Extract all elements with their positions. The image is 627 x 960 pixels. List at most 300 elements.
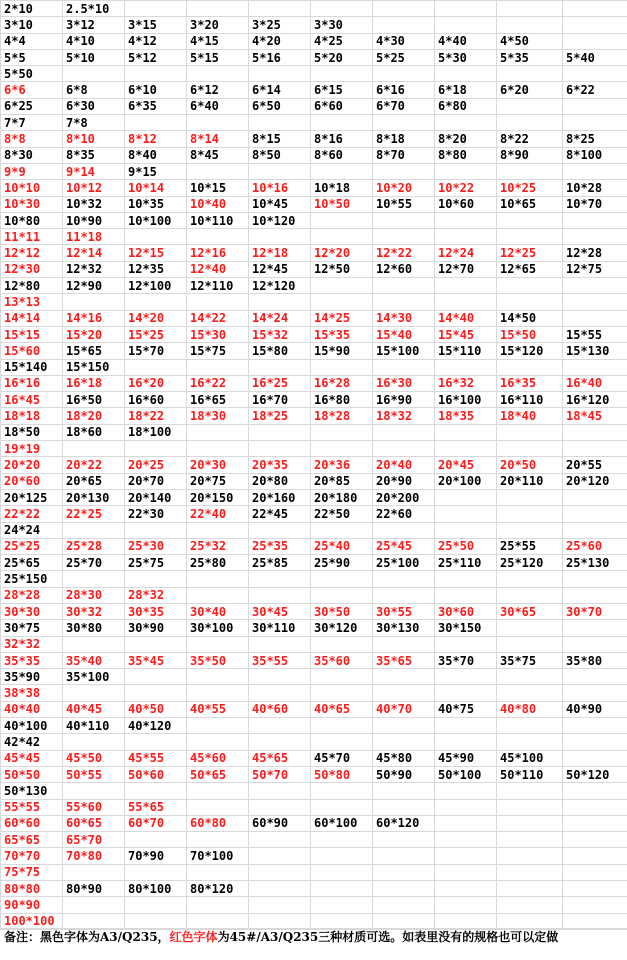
table-cell[interactable]: [125, 359, 187, 375]
table-cell[interactable]: 22*50: [311, 506, 373, 522]
table-cell[interactable]: [187, 163, 249, 179]
table-cell[interactable]: [187, 571, 249, 587]
table-cell[interactable]: 8*40: [125, 147, 187, 163]
table-cell[interactable]: [373, 278, 435, 294]
table-cell[interactable]: 12*16: [187, 245, 249, 261]
table-cell[interactable]: [563, 897, 627, 913]
table-cell[interactable]: 60*100: [311, 815, 373, 831]
table-cell[interactable]: 10*110: [187, 212, 249, 228]
table-cell[interactable]: [563, 913, 627, 929]
table-cell[interactable]: [563, 424, 627, 440]
table-cell[interactable]: [435, 832, 497, 848]
table-cell[interactable]: 20*80: [249, 473, 311, 489]
table-cell[interactable]: 30*55: [373, 603, 435, 619]
table-cell[interactable]: 12*25: [497, 245, 563, 261]
table-cell[interactable]: [249, 734, 311, 750]
table-cell[interactable]: 20*40: [373, 457, 435, 473]
table-cell[interactable]: 5*12: [125, 49, 187, 65]
table-cell[interactable]: [563, 571, 627, 587]
table-cell[interactable]: 35*65: [373, 652, 435, 668]
table-cell[interactable]: 22*60: [373, 506, 435, 522]
table-cell[interactable]: 4*15: [187, 33, 249, 49]
table-cell[interactable]: [249, 587, 311, 603]
table-cell[interactable]: 40*50: [125, 701, 187, 717]
table-cell[interactable]: 30*120: [311, 620, 373, 636]
table-cell[interactable]: 14*16: [63, 310, 125, 326]
table-cell[interactable]: 12*65: [497, 261, 563, 277]
table-cell[interactable]: 40*110: [63, 718, 125, 734]
table-cell[interactable]: 16*18: [63, 375, 125, 391]
table-cell[interactable]: [497, 489, 563, 505]
table-cell[interactable]: 12*30: [1, 261, 63, 277]
table-cell[interactable]: [435, 66, 497, 82]
table-cell[interactable]: 50*70: [249, 766, 311, 782]
table-cell[interactable]: 16*30: [373, 375, 435, 391]
table-cell[interactable]: 18*20: [63, 408, 125, 424]
table-cell[interactable]: [311, 163, 373, 179]
table-cell[interactable]: 18*50: [1, 424, 63, 440]
table-cell[interactable]: 10*55: [373, 196, 435, 212]
table-cell[interactable]: 25*65: [1, 555, 63, 571]
table-cell[interactable]: [497, 636, 563, 652]
table-cell[interactable]: 35*35: [1, 652, 63, 668]
table-cell[interactable]: 5*50: [1, 66, 63, 82]
table-cell[interactable]: 8*90: [497, 147, 563, 163]
table-cell[interactable]: 12*28: [563, 245, 627, 261]
table-cell[interactable]: [435, 587, 497, 603]
table-cell[interactable]: 70*70: [1, 848, 63, 864]
table-cell[interactable]: 22*22: [1, 506, 63, 522]
table-cell[interactable]: [497, 832, 563, 848]
table-cell[interactable]: 35*50: [187, 652, 249, 668]
table-cell[interactable]: 6*40: [187, 98, 249, 114]
table-cell[interactable]: 6*15: [311, 82, 373, 98]
table-cell[interactable]: [187, 636, 249, 652]
table-cell[interactable]: [187, 799, 249, 815]
table-cell[interactable]: 16*65: [187, 392, 249, 408]
table-cell[interactable]: [497, 864, 563, 880]
table-cell[interactable]: [563, 98, 627, 114]
table-cell[interactable]: 38*38: [1, 685, 63, 701]
table-cell[interactable]: 6*35: [125, 98, 187, 114]
table-cell[interactable]: 3*12: [63, 17, 125, 33]
table-cell[interactable]: 18*22: [125, 408, 187, 424]
table-cell[interactable]: 45*70: [311, 750, 373, 766]
table-cell[interactable]: 25*90: [311, 555, 373, 571]
table-cell[interactable]: [311, 571, 373, 587]
table-cell[interactable]: [373, 441, 435, 457]
table-cell[interactable]: [497, 163, 563, 179]
table-cell[interactable]: 8*100: [563, 147, 627, 163]
table-cell[interactable]: [373, 1, 435, 17]
table-cell[interactable]: 8*45: [187, 147, 249, 163]
table-cell[interactable]: 16*70: [249, 392, 311, 408]
table-cell[interactable]: 45*100: [497, 750, 563, 766]
table-cell[interactable]: 20*85: [311, 473, 373, 489]
table-cell[interactable]: [497, 359, 563, 375]
table-cell[interactable]: 50*65: [187, 766, 249, 782]
table-cell[interactable]: 50*50: [1, 766, 63, 782]
table-cell[interactable]: 60*70: [125, 815, 187, 831]
table-cell[interactable]: 30*60: [435, 603, 497, 619]
table-cell[interactable]: [125, 1, 187, 17]
table-cell[interactable]: 10*25: [497, 180, 563, 196]
table-cell[interactable]: 8*35: [63, 147, 125, 163]
table-cell[interactable]: 6*50: [249, 98, 311, 114]
table-cell[interactable]: 30*100: [187, 620, 249, 636]
table-cell[interactable]: [311, 864, 373, 880]
table-cell[interactable]: 8*50: [249, 147, 311, 163]
table-cell[interactable]: 18*35: [435, 408, 497, 424]
table-cell[interactable]: 25*55: [497, 538, 563, 554]
table-cell[interactable]: 20*120: [563, 473, 627, 489]
table-cell[interactable]: 12*80: [1, 278, 63, 294]
table-cell[interactable]: 10*18: [311, 180, 373, 196]
table-cell[interactable]: 6*25: [1, 98, 63, 114]
table-cell[interactable]: 6*70: [373, 98, 435, 114]
table-cell[interactable]: 15*130: [563, 343, 627, 359]
table-cell[interactable]: 20*65: [63, 473, 125, 489]
table-cell[interactable]: [249, 163, 311, 179]
table-cell[interactable]: 12*12: [1, 245, 63, 261]
table-cell[interactable]: 6*8: [63, 82, 125, 98]
table-cell[interactable]: 25*45: [373, 538, 435, 554]
table-cell[interactable]: 45*45: [1, 750, 63, 766]
table-cell[interactable]: 12*70: [435, 261, 497, 277]
table-cell[interactable]: 15*100: [373, 343, 435, 359]
table-cell[interactable]: [373, 669, 435, 685]
table-cell[interactable]: 14*40: [435, 310, 497, 326]
table-cell[interactable]: [249, 881, 311, 897]
table-cell[interactable]: [125, 864, 187, 880]
table-cell[interactable]: [563, 522, 627, 538]
table-cell[interactable]: [563, 750, 627, 766]
table-cell[interactable]: 40*60: [249, 701, 311, 717]
table-cell[interactable]: 25*150: [1, 571, 63, 587]
table-cell[interactable]: 35*90: [1, 669, 63, 685]
table-cell[interactable]: [435, 571, 497, 587]
table-cell[interactable]: 20*125: [1, 489, 63, 505]
table-cell[interactable]: 25*40: [311, 538, 373, 554]
table-cell[interactable]: 10*65: [497, 196, 563, 212]
table-cell[interactable]: 20*150: [187, 489, 249, 505]
table-cell[interactable]: 15*60: [1, 343, 63, 359]
table-cell[interactable]: 40*75: [435, 701, 497, 717]
table-cell[interactable]: [249, 1, 311, 17]
table-cell[interactable]: [125, 441, 187, 457]
table-cell[interactable]: 15*32: [249, 326, 311, 342]
table-cell[interactable]: 80*90: [63, 881, 125, 897]
table-cell[interactable]: 35*45: [125, 652, 187, 668]
table-cell[interactable]: 45*65: [249, 750, 311, 766]
table-cell[interactable]: [497, 522, 563, 538]
table-cell[interactable]: 15*40: [373, 326, 435, 342]
table-cell[interactable]: 15*150: [63, 359, 125, 375]
table-cell[interactable]: 12*50: [311, 261, 373, 277]
table-cell[interactable]: 60*80: [187, 815, 249, 831]
table-cell[interactable]: [63, 864, 125, 880]
table-cell[interactable]: [63, 571, 125, 587]
table-cell[interactable]: [373, 636, 435, 652]
table-cell[interactable]: 40*45: [63, 701, 125, 717]
table-cell[interactable]: 32*32: [1, 636, 63, 652]
table-cell[interactable]: [249, 897, 311, 913]
table-cell[interactable]: 30*110: [249, 620, 311, 636]
table-cell[interactable]: 60*90: [249, 815, 311, 831]
table-cell[interactable]: [435, 881, 497, 897]
table-cell[interactable]: 40*70: [373, 701, 435, 717]
table-cell[interactable]: 40*65: [311, 701, 373, 717]
table-cell[interactable]: 20*25: [125, 457, 187, 473]
table-cell[interactable]: 20*36: [311, 457, 373, 473]
table-cell[interactable]: 16*110: [497, 392, 563, 408]
table-cell[interactable]: 6*12: [187, 82, 249, 98]
table-cell[interactable]: 14*30: [373, 310, 435, 326]
table-cell[interactable]: 25*130: [563, 555, 627, 571]
table-cell[interactable]: 3*15: [125, 17, 187, 33]
table-cell[interactable]: 60*120: [373, 815, 435, 831]
table-cell[interactable]: [563, 718, 627, 734]
table-cell[interactable]: 12*32: [63, 261, 125, 277]
table-cell[interactable]: 25*120: [497, 555, 563, 571]
table-cell[interactable]: [563, 799, 627, 815]
table-cell[interactable]: 16*25: [249, 375, 311, 391]
table-cell[interactable]: [563, 832, 627, 848]
table-cell[interactable]: 16*16: [1, 375, 63, 391]
table-cell[interactable]: [435, 115, 497, 131]
table-cell[interactable]: 30*30: [1, 603, 63, 619]
table-cell[interactable]: [563, 620, 627, 636]
table-cell[interactable]: [249, 636, 311, 652]
table-cell[interactable]: [187, 522, 249, 538]
table-cell[interactable]: 30*130: [373, 620, 435, 636]
table-cell[interactable]: 3*25: [249, 17, 311, 33]
table-cell[interactable]: [63, 897, 125, 913]
table-cell[interactable]: [249, 424, 311, 440]
table-cell[interactable]: 20*50: [497, 457, 563, 473]
table-cell[interactable]: [435, 163, 497, 179]
table-cell[interactable]: 15*80: [249, 343, 311, 359]
table-cell[interactable]: 16*32: [435, 375, 497, 391]
table-cell[interactable]: [497, 815, 563, 831]
table-cell[interactable]: [563, 685, 627, 701]
table-cell[interactable]: 12*18: [249, 245, 311, 261]
table-cell[interactable]: [311, 734, 373, 750]
table-cell[interactable]: 10*22: [435, 180, 497, 196]
table-cell[interactable]: [249, 864, 311, 880]
table-cell[interactable]: [249, 229, 311, 245]
table-cell[interactable]: [187, 441, 249, 457]
table-cell[interactable]: [311, 783, 373, 799]
table-cell[interactable]: 12*20: [311, 245, 373, 261]
table-cell[interactable]: 8*22: [497, 131, 563, 147]
table-cell[interactable]: 5*20: [311, 49, 373, 65]
table-cell[interactable]: 10*80: [1, 212, 63, 228]
table-cell[interactable]: [497, 685, 563, 701]
table-cell[interactable]: [125, 685, 187, 701]
table-cell[interactable]: 45*80: [373, 750, 435, 766]
table-cell[interactable]: 12*110: [187, 278, 249, 294]
table-cell[interactable]: [63, 783, 125, 799]
table-cell[interactable]: 18*25: [249, 408, 311, 424]
table-cell[interactable]: 18*100: [125, 424, 187, 440]
table-cell[interactable]: 18*45: [563, 408, 627, 424]
table-cell[interactable]: 55*65: [125, 799, 187, 815]
table-cell[interactable]: [563, 163, 627, 179]
table-cell[interactable]: 6*14: [249, 82, 311, 98]
table-cell[interactable]: 55*60: [63, 799, 125, 815]
table-cell[interactable]: [125, 913, 187, 929]
table-cell[interactable]: 28*28: [1, 587, 63, 603]
table-cell[interactable]: [497, 587, 563, 603]
table-cell[interactable]: [63, 66, 125, 82]
table-cell[interactable]: 40*90: [563, 701, 627, 717]
table-cell[interactable]: [435, 783, 497, 799]
table-cell[interactable]: [563, 359, 627, 375]
table-cell[interactable]: 50*60: [125, 766, 187, 782]
table-cell[interactable]: 5*16: [249, 49, 311, 65]
table-cell[interactable]: [563, 278, 627, 294]
table-cell[interactable]: 10*20: [373, 180, 435, 196]
table-cell[interactable]: 4*4: [1, 33, 63, 49]
table-cell[interactable]: [497, 66, 563, 82]
table-cell[interactable]: 6*60: [311, 98, 373, 114]
table-cell[interactable]: [311, 278, 373, 294]
table-cell[interactable]: 16*28: [311, 375, 373, 391]
table-cell[interactable]: 30*32: [63, 603, 125, 619]
table-cell[interactable]: [373, 913, 435, 929]
table-cell[interactable]: 18*28: [311, 408, 373, 424]
table-cell[interactable]: [563, 212, 627, 228]
table-cell[interactable]: [125, 897, 187, 913]
table-cell[interactable]: [497, 881, 563, 897]
table-cell[interactable]: 25*28: [63, 538, 125, 554]
table-cell[interactable]: [249, 783, 311, 799]
table-cell[interactable]: 30*90: [125, 620, 187, 636]
table-cell[interactable]: [311, 669, 373, 685]
table-cell[interactable]: 25*70: [63, 555, 125, 571]
table-cell[interactable]: [249, 848, 311, 864]
table-cell[interactable]: 25*100: [373, 555, 435, 571]
table-cell[interactable]: [435, 897, 497, 913]
table-cell[interactable]: 90*90: [1, 897, 63, 913]
table-cell[interactable]: [373, 848, 435, 864]
table-cell[interactable]: [563, 66, 627, 82]
table-cell[interactable]: [125, 229, 187, 245]
table-cell[interactable]: [497, 17, 563, 33]
table-cell[interactable]: [249, 66, 311, 82]
table-cell[interactable]: [563, 229, 627, 245]
table-cell[interactable]: 8*10: [63, 131, 125, 147]
table-cell[interactable]: 50*110: [497, 766, 563, 782]
table-cell[interactable]: 4*40: [435, 33, 497, 49]
table-cell[interactable]: [563, 881, 627, 897]
table-cell[interactable]: 19*19: [1, 441, 63, 457]
table-cell[interactable]: 50*100: [435, 766, 497, 782]
table-cell[interactable]: 10*10: [1, 180, 63, 196]
table-cell[interactable]: 5*25: [373, 49, 435, 65]
table-cell[interactable]: 100*100: [1, 913, 63, 929]
table-cell[interactable]: 5*40: [563, 49, 627, 65]
table-cell[interactable]: 25*60: [563, 538, 627, 554]
table-cell[interactable]: [125, 571, 187, 587]
table-cell[interactable]: 50*90: [373, 766, 435, 782]
table-cell[interactable]: 9*9: [1, 163, 63, 179]
table-cell[interactable]: 11*18: [63, 229, 125, 245]
table-cell[interactable]: [187, 359, 249, 375]
table-cell[interactable]: [563, 294, 627, 310]
table-cell[interactable]: 45*90: [435, 750, 497, 766]
table-cell[interactable]: 4*50: [497, 33, 563, 49]
table-cell[interactable]: 20*55: [563, 457, 627, 473]
table-cell[interactable]: 12*45: [249, 261, 311, 277]
table-cell[interactable]: [125, 734, 187, 750]
table-cell[interactable]: 8*8: [1, 131, 63, 147]
table-cell[interactable]: 5*30: [435, 49, 497, 65]
table-cell[interactable]: 9*14: [63, 163, 125, 179]
table-cell[interactable]: 40*55: [187, 701, 249, 717]
table-cell[interactable]: [63, 441, 125, 457]
table-cell[interactable]: 15*110: [435, 343, 497, 359]
table-cell[interactable]: 10*12: [63, 180, 125, 196]
table-cell[interactable]: [497, 1, 563, 17]
table-cell[interactable]: 45*50: [63, 750, 125, 766]
table-cell[interactable]: [373, 799, 435, 815]
table-cell[interactable]: [187, 1, 249, 17]
table-cell[interactable]: [311, 636, 373, 652]
table-cell[interactable]: 10*60: [435, 196, 497, 212]
table-cell[interactable]: 6*16: [373, 82, 435, 98]
table-cell[interactable]: [563, 489, 627, 505]
table-cell[interactable]: 50*130: [1, 783, 63, 799]
table-cell[interactable]: [435, 489, 497, 505]
table-cell[interactable]: 25*50: [435, 538, 497, 554]
table-cell[interactable]: 8*18: [373, 131, 435, 147]
table-cell[interactable]: 18*60: [63, 424, 125, 440]
table-cell[interactable]: [125, 832, 187, 848]
table-cell[interactable]: [125, 669, 187, 685]
table-cell[interactable]: [373, 17, 435, 33]
table-cell[interactable]: 9*15: [125, 163, 187, 179]
table-cell[interactable]: 18*30: [187, 408, 249, 424]
table-cell[interactable]: 15*55: [563, 326, 627, 342]
table-cell[interactable]: [63, 522, 125, 538]
table-cell[interactable]: 4*10: [63, 33, 125, 49]
table-cell[interactable]: 25*32: [187, 538, 249, 554]
table-cell[interactable]: 30*80: [63, 620, 125, 636]
table-cell[interactable]: 12*60: [373, 261, 435, 277]
table-cell[interactable]: [497, 229, 563, 245]
table-cell[interactable]: 20*45: [435, 457, 497, 473]
table-cell[interactable]: [435, 718, 497, 734]
table-cell[interactable]: 16*100: [435, 392, 497, 408]
table-cell[interactable]: [373, 522, 435, 538]
table-cell[interactable]: 4*20: [249, 33, 311, 49]
table-cell[interactable]: 5*15: [187, 49, 249, 65]
table-cell[interactable]: [373, 359, 435, 375]
table-cell[interactable]: [373, 163, 435, 179]
table-cell[interactable]: 22*45: [249, 506, 311, 522]
table-cell[interactable]: 6*22: [563, 82, 627, 98]
table-cell[interactable]: 15*45: [435, 326, 497, 342]
table-cell[interactable]: 24*24: [1, 522, 63, 538]
table-cell[interactable]: 12*24: [435, 245, 497, 261]
table-cell[interactable]: 8*16: [311, 131, 373, 147]
table-cell[interactable]: 7*7: [1, 115, 63, 131]
table-cell[interactable]: 12*15: [125, 245, 187, 261]
table-cell[interactable]: 10*35: [125, 196, 187, 212]
table-cell[interactable]: 10*30: [1, 196, 63, 212]
